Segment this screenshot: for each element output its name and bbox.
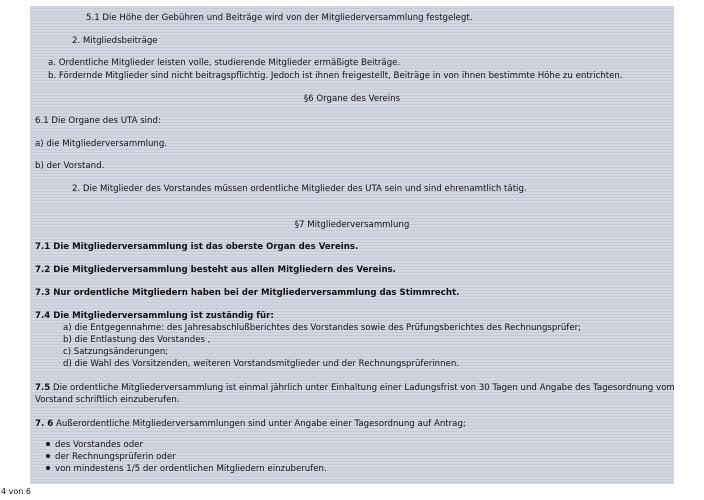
paragraph-5-1: 5.1 Die Höhe der Gebühren und Beiträge wird von der Mitgliederversammlung festgelegt. [86, 13, 473, 23]
bullet-item [46, 440, 143, 451]
bullet-text: der Rechnungsprüferin oder [55, 452, 176, 462]
bullet-text: des Vorstandes oder [55, 440, 143, 450]
duty-c: c) Satzungsänderungen; [63, 347, 169, 357]
organ-a: a) die Mitgliederversammlung. [35, 139, 168, 149]
list-item-a: a. Ordentliche Mitglieder leisten volle, studierende Mitglieder ermäßigte Beiträge. [48, 58, 401, 68]
bullet-item [46, 452, 176, 463]
bullet-icon [46, 442, 50, 446]
paragraph-6-2: 2. Die Mitglieder des Vorstandes müssen ordentliche Mitglieder des UTA sein und sind ehrenamtlich tätig. [72, 184, 527, 194]
bullet-item [46, 464, 327, 475]
heading-mitgliedsbeitraege: 2. Mitgliedsbeiträge [72, 36, 158, 46]
organ-b: b) der Vorstand. [35, 161, 105, 171]
bullet-icon [46, 454, 50, 458]
paragraph-number: 7.5 [35, 383, 51, 393]
bullet-text: von mindestens 1/5 der ordentlichen Mitgliedern einzuberufen. [55, 464, 327, 474]
document-page [30, 6, 674, 484]
duty-b: b) die Entlastung des Vorstandes , [63, 335, 211, 345]
bullet-icon [46, 466, 50, 470]
section-heading-6: §6 Organe des Vereins [303, 94, 401, 104]
section-heading-7: §7 Mitgliederversammlung [294, 220, 410, 230]
list-item-b: b. Fördernde Mitglieder sind nicht beitragspflichtig. Jedoch ist ihnen freigestellt, Beiträge in von ihnen bestimmte Höhe zu entrichten. [48, 71, 623, 81]
paragraph-7-4: 7.4 Die Mitgliederversammlung ist zuständig für: [35, 311, 274, 321]
duty-a: a) die Entgegennahme: des Jahresabschlußberichtes des Vorstandes sowie des Prüfungsberichtes des Rechnungsprüfer; [63, 323, 582, 333]
paragraph-7-6 [35, 419, 466, 430]
paragraph-text: Die ordentliche Mitgliederversammlung ist einmal jährlich unter Einhaltung einer Ladungsfrist von 30 Tagen und Angabe des Tagesordnung vom [50, 383, 675, 393]
paragraph-7-5 [35, 383, 675, 394]
paragraph-6-1: 6.1 Die Organe des UTA sind: [35, 116, 161, 126]
duty-d: d) die Wahl des Vorsitzenden, weiteren Vorstandsmitglieder und der Rechnungsprüferinnen. [63, 359, 460, 369]
paragraph-text: Außerordentliche Mitgliederversammlungen sind unter Angabe einer Tagesordnung auf Antrag; [53, 419, 466, 429]
paragraph-7-3: 7.3 Nur ordentliche Mitgliedern haben bei der Mitgliederversammlung das Stimmrecht. [35, 288, 460, 298]
paragraph-7-2: 7.2 Die Mitgliederversammlung besteht aus allen Mitgliedern des Vereins. [35, 265, 396, 275]
paragraph-number: 7. 6 [35, 419, 54, 429]
page-number: 4 von 6 [1, 487, 31, 496]
paragraph-7-5-cont: Vorstand schriftlich einzuberufen. [35, 395, 180, 405]
paragraph-7-1: 7.1 Die Mitgliederversammlung ist das oberste Organ des Vereins. [35, 242, 359, 252]
